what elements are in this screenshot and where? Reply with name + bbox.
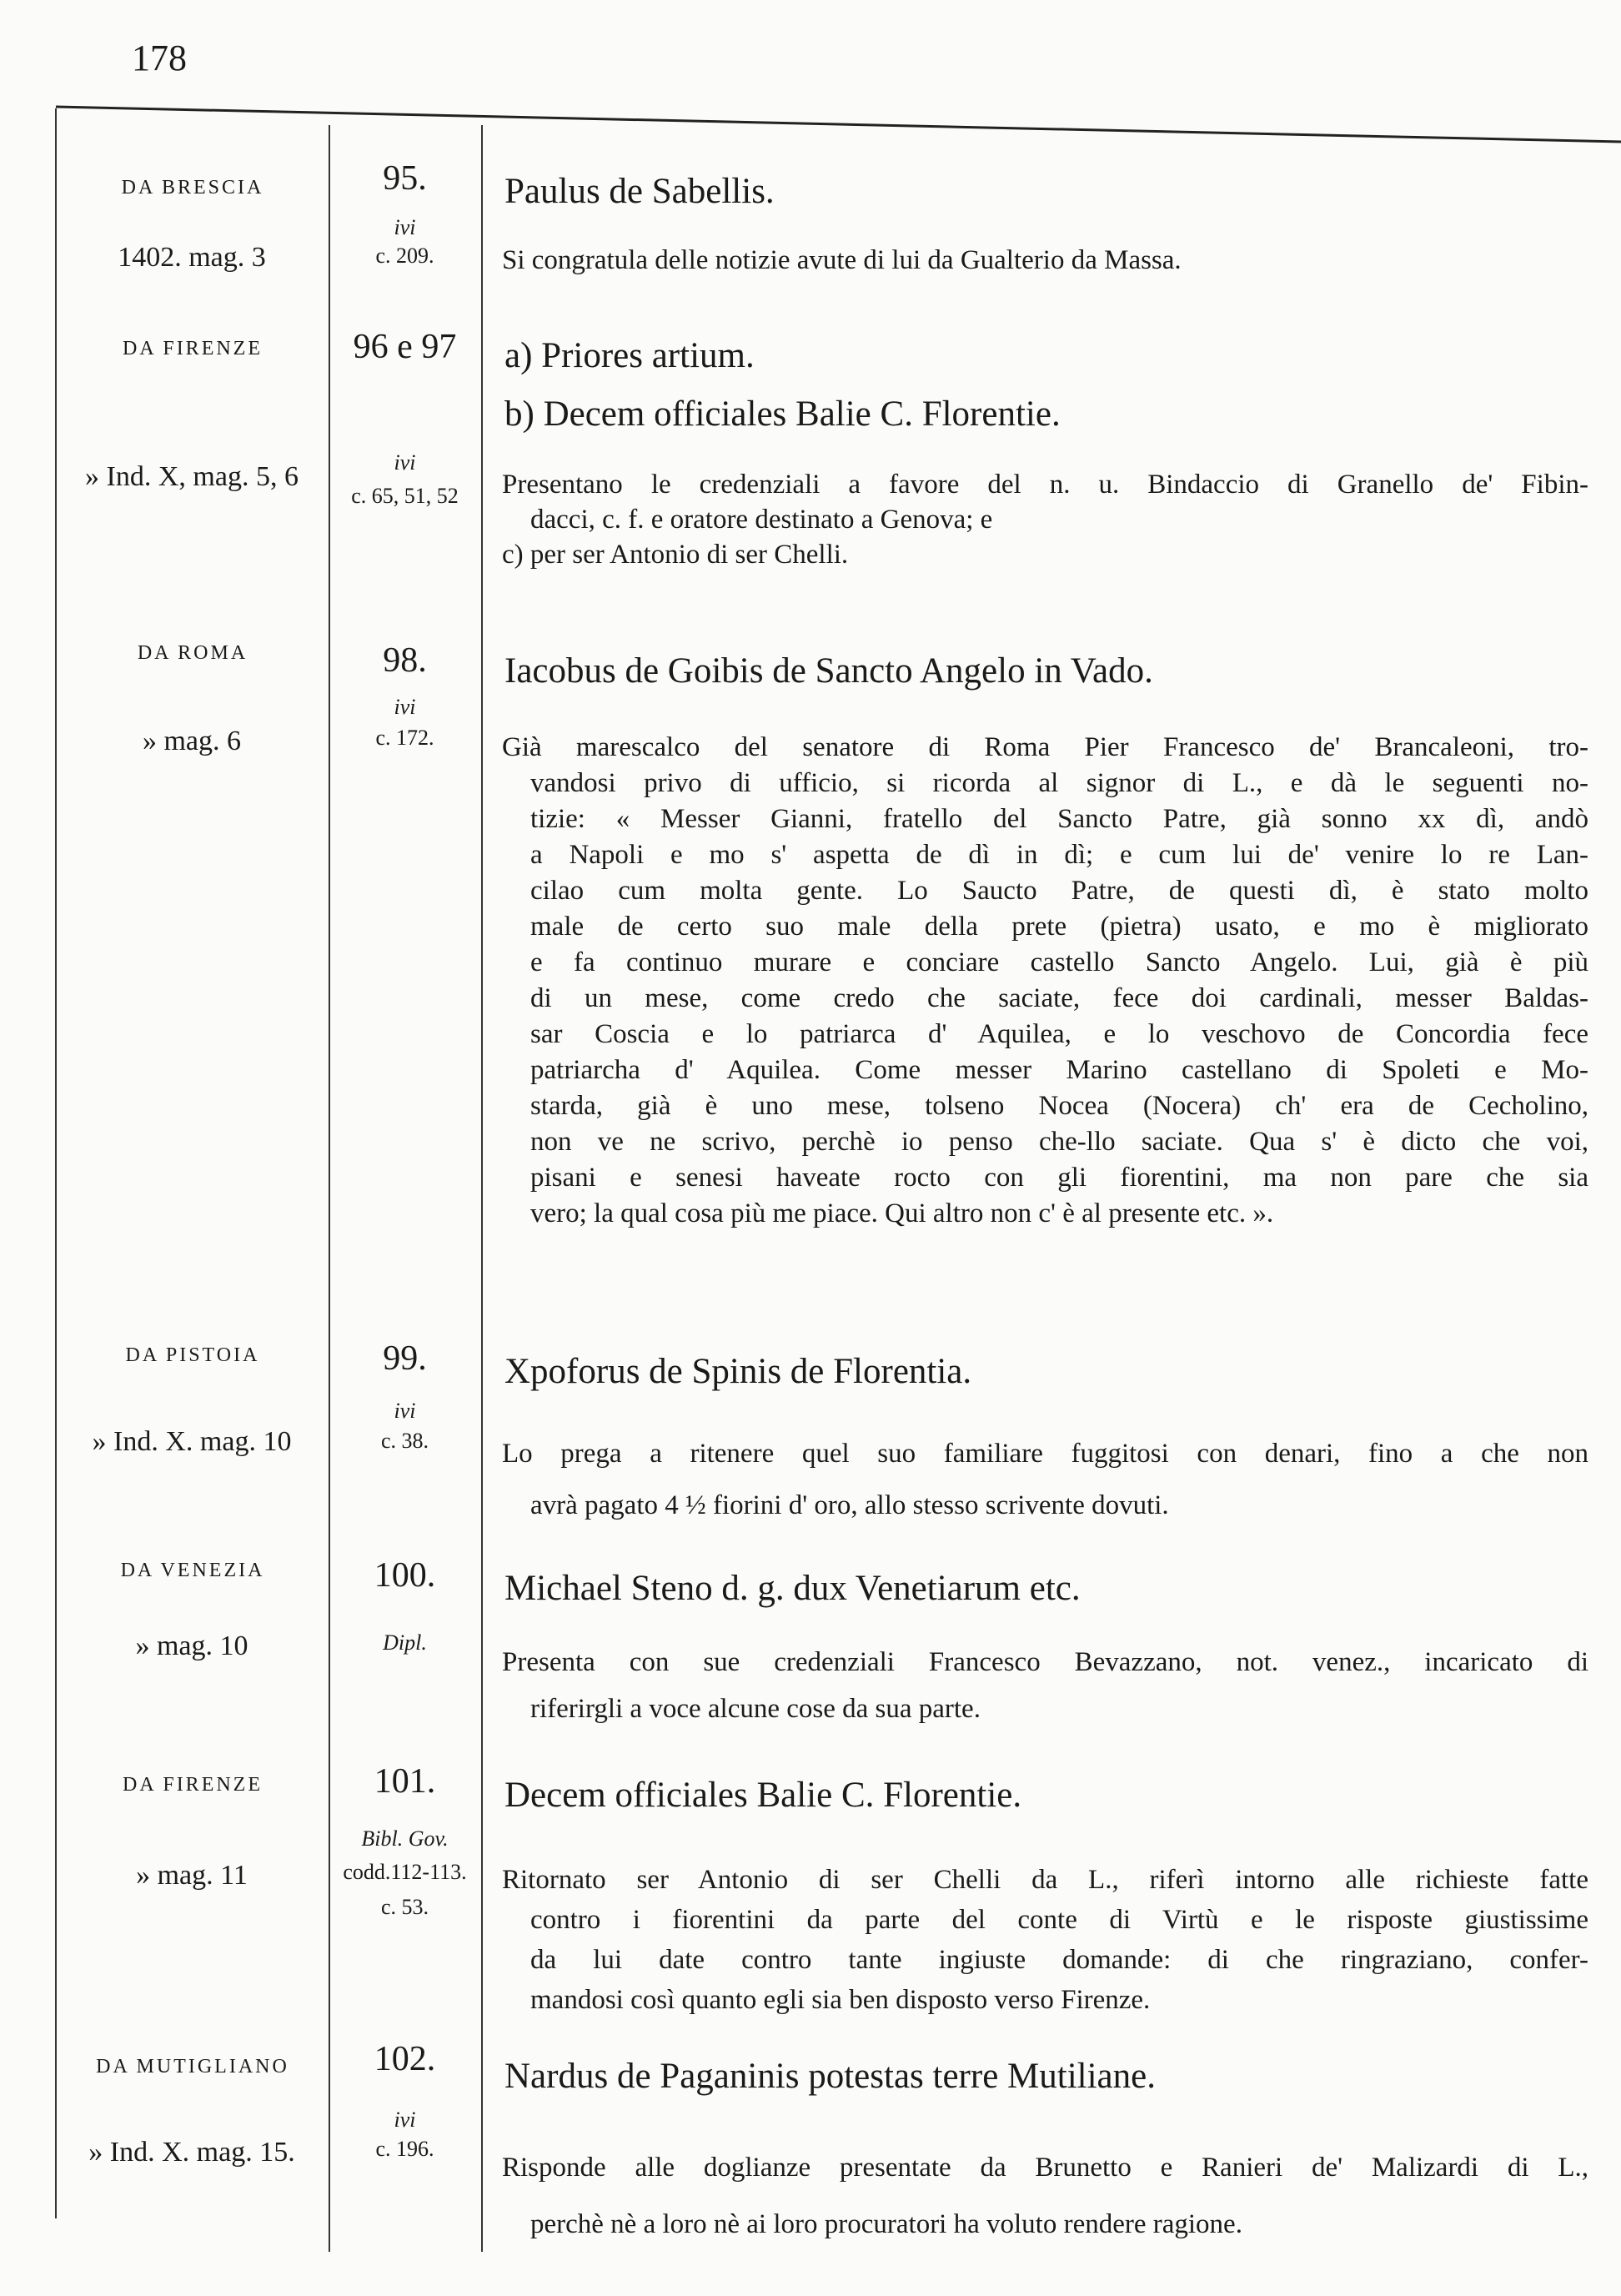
entry-title (504, 1766, 1588, 1825)
entry-number: 102. (374, 2040, 436, 2078)
entry-summary-line: Già marescalco del senatore di Roma Pier Francesco de' Brancaleoni, tro- (502, 732, 1588, 762)
entry-source: ivi (394, 215, 416, 239)
entry-summary (502, 242, 1588, 279)
entry-summary-line: mandosi così quanto egli sia ben disposto verso Firenze. (530, 1985, 1151, 2015)
entry-summary-line: non ve ne scrivo, perchè io penso che-llo saciate. Qua s' è dicto che voi, (530, 1127, 1588, 1157)
entry-summary-line: Presentano le credenziali a favore del n. u. Bindaccio di Granello de' Fibin- (502, 470, 1588, 500)
entry-summary-line: riferirgli a voce alcune cose da sua parte. (530, 1694, 981, 1724)
entry-date: » Ind. X, mag. 5, 6 (85, 461, 299, 492)
entry-origin: DA VENEZIA (120, 1560, 265, 1581)
entry-date: » Ind. X. mag. 15. (88, 2137, 295, 2168)
entry-source: c. 38. (380, 1429, 429, 1453)
entry-source: ivi (394, 1399, 416, 1423)
entry-title-line: Nardus de Paganinis potestas terre Mutiliane. (504, 2057, 1156, 2096)
entry-origin: DA ROMA (137, 642, 248, 664)
page-number: 178 (132, 38, 187, 78)
entry-summary-line: Presenta con sue credenziali Francesco Bevazzano, not. venez., incaricato di (502, 1647, 1588, 1677)
entry-number: 99. (383, 1339, 427, 1378)
entry-source: codd.112-113. (343, 1860, 467, 1884)
entry-summary-line: Lo prega a ritenere quel suo familiare fuggitosi con denari, fino a che non (502, 1439, 1588, 1469)
entry-summary-line: vero; la qual cosa più me piace. Qui altro non c' è al presente etc. ». (530, 1198, 1274, 1228)
entry-number: 100. (374, 1556, 436, 1595)
entry-source: ivi (394, 450, 416, 475)
entry-source: ivi (394, 695, 416, 719)
entry-summary-line: tizie: « Messer Gianni, fratello del Sancto Patre, già sonno xx dì, andò (530, 804, 1588, 834)
entry-summary-line: Si congratula delle notizie avute di lui da Gualterio da Massa. (502, 245, 1182, 275)
entry-summary-line: starda, già è uno mese, tolseno Nocea (Nocera) ch' era de Cecholino, (530, 1091, 1588, 1121)
entry-title-line: Michael Steno d. g. dux Venetiarum etc. (504, 1569, 1081, 1608)
entry-source: c. 172. (375, 726, 434, 750)
entry-title-line: Paulus de Sabellis. (504, 172, 775, 211)
entry-summary-line: patriarcha d' Aquilea. Come messer Marino castellano di Spoleti e Mo- (530, 1055, 1588, 1085)
entry-origin: DA BRESCIA (121, 177, 264, 198)
entry-number: 101. (374, 1762, 436, 1801)
entry-date: » mag. 11 (136, 1860, 248, 1891)
entry-summary (502, 2139, 1588, 2253)
entry-date: 1402. mag. 3 (118, 242, 266, 273)
entry-summary-line: dacci, c. f. e oratore destinato a Genova; e (530, 505, 993, 535)
entry-summary-line: vandosi privo di ufficio, si ricorda al signor di L., e dà le seguenti no- (530, 768, 1588, 798)
entry-number: 96 e 97 (353, 328, 457, 366)
entry-summary (502, 730, 1588, 1232)
entry-summary-line: perchè nè a loro nè ai loro procuratori ha voluto rendere ragione. (530, 2209, 1242, 2239)
entry-summary-line: a Napoli e mo s' aspetta de dì in dì; e cum lui de' venire lo re Lan- (530, 840, 1588, 870)
entry-summary (502, 1428, 1588, 1531)
entry-summary-line: c) per ser Antonio di ser Chelli. (502, 540, 849, 570)
entry-source: c. 53. (380, 1895, 429, 1919)
entry-title-line: a) Priores artium. (504, 336, 755, 375)
entry-source: c. 209. (375, 244, 434, 268)
entry-summary-line: pisani e senesi haveate rocto con gli fiorentini, ma non pare che sia (530, 1163, 1588, 1193)
entry-source: c. 196. (375, 2137, 434, 2161)
entry-title-line: Iacobus de Goibis de Sancto Angelo in Vado. (504, 651, 1153, 691)
entry-summary-line: da lui date contro tante ingiuste domande: di che ringraziano, confer- (530, 1945, 1588, 1975)
entry-date: » mag. 6 (142, 726, 242, 756)
entry-source: Bibl. Gov. (361, 1826, 449, 1851)
entry-summary-line: cilao cum molta gente. Lo Saucto Patre, de questi dì, è stato molto (530, 876, 1588, 906)
entry-source: ivi (394, 2108, 416, 2132)
entry-summary (502, 1860, 1588, 2020)
entry-title (504, 642, 1588, 701)
entry-summary-line: sar Coscia e lo patriarca d' Aquilea, e lo veschovo de Concordia fece (530, 1019, 1588, 1049)
entry-source: Dipl. (383, 1630, 427, 1655)
entry-summary-line: Risponde alle doglianze presentate da Brunetto e Ranieri de' Malizardi di L., (502, 2153, 1588, 2183)
entry-summary-line: Ritornato ser Antonio di ser Chelli da L., riferì intorno alle richieste fatte (502, 1865, 1588, 1895)
entry-title-line: Xpoforus de Spinis de Florentia. (504, 1352, 972, 1391)
entry-origin: DA FIRENZE (123, 338, 263, 359)
entry-source: c. 65, 51, 52 (351, 484, 459, 508)
entry-date: » mag. 10 (135, 1630, 248, 1661)
entry-origin: DA PISTOIA (125, 1344, 260, 1366)
entry-origin: DA MUTIGLIANO (96, 2056, 289, 2077)
top-rule (56, 107, 1621, 142)
entry-title-line: b) Decem officiales Balie C. Florentie. (504, 394, 1061, 434)
entry-summary (502, 467, 1588, 572)
entry-summary-line: contro i fiorentini da parte del conte di Virtù e le risposte giustissime (530, 1905, 1588, 1935)
entry-summary-line: di un mese, come credo che saciate, fece doi cardinali, messer Baldas- (530, 983, 1588, 1013)
entry-summary-line: male de certo suo male della prete (pietra) usato, e mo è migliorato (530, 912, 1588, 942)
entry-origin: DA FIRENZE (123, 1774, 263, 1796)
entry-number: 95. (383, 159, 427, 198)
entry-summary (502, 1639, 1588, 1732)
entry-date: » Ind. X. mag. 10 (92, 1426, 292, 1457)
entry-title (504, 1343, 1588, 1401)
entry-title (504, 1560, 1588, 1618)
entry-summary-line: e fa continuo murare e conciare castello Sancto Angelo. Lui, già è più (530, 947, 1588, 977)
entry-title (504, 327, 1588, 444)
entry-number: 98. (383, 641, 427, 680)
entry-title-line: Decem officiales Balie C. Florentie. (504, 1776, 1022, 1815)
entry-summary-line: avrà pagato 4 ½ fiorini d' oro, allo stesso scrivente dovuti. (530, 1490, 1169, 1520)
entry-title (504, 163, 1588, 221)
entry-title (504, 2047, 1588, 2106)
